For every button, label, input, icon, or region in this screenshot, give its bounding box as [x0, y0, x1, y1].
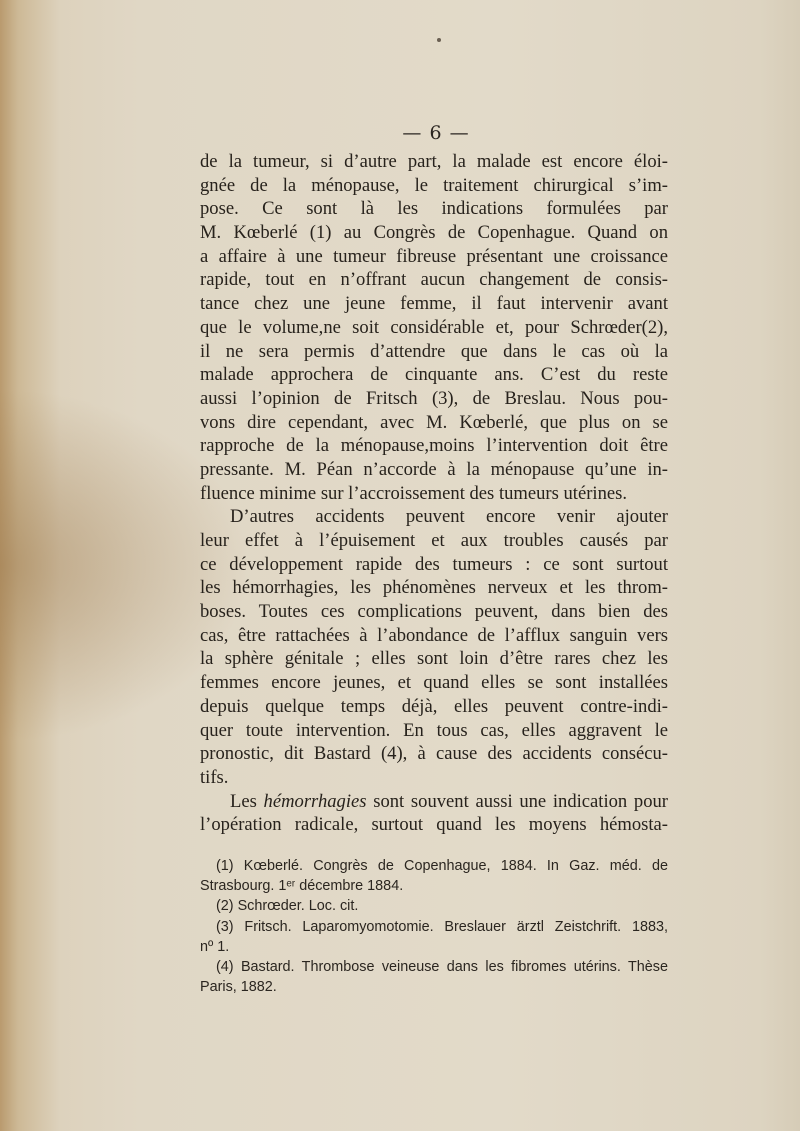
text-line — [200, 790, 668, 814]
text-line: la sphère génitale ; elles sont loin d’être rares chez les — [200, 648, 668, 670]
speck — [437, 38, 441, 42]
text-line: pose. Ce sont là les indications formulées par — [200, 198, 668, 220]
text-line: que le volume,ne soit considérable et, pour Schrœder(2), — [200, 316, 668, 338]
footnote-line: (4) Bastard. Thrombose veineuse dans les fibromes utérins. Thèse — [216, 958, 668, 975]
text-line: gnée de la ménopause, le traitement chirurgical s’im- — [200, 174, 668, 196]
para-rest: sont souvent aussi une indication pour — [373, 790, 668, 812]
text-line: pronostic, dit Bastard (4), à cause des accidents consécu- — [200, 743, 668, 765]
text-line: vons dire cependant, avec M. Kœberlé, que plus on se — [200, 411, 668, 433]
italic-term: hémorrhagies — [263, 790, 367, 812]
footnote-line: nº 1. — [200, 938, 230, 955]
text-line: D’autres accidents peuvent encore venir ajouter — [230, 506, 668, 528]
text-line: depuis quelque temps déjà, elles peuvent contre-indi- — [200, 695, 668, 717]
text-line: malade approchera de cinquante ans. C’est du reste — [200, 364, 668, 386]
text-line: rapproche de la ménopause,moins l’intervention doit être — [200, 435, 668, 457]
text-line: les hémorrhagies, les phénomènes nerveux et les throm- — [200, 577, 668, 599]
page-number: — 6 — — [402, 122, 470, 144]
text-line: rapide, tout en n’offrant aucun changement de consis- — [200, 269, 668, 291]
text-line: leur effet à l’épuisement et aux troubles causés par — [200, 530, 668, 551]
text-line: fluence minime sur l’accroissement des tumeurs utérines. — [200, 482, 628, 504]
text-line: l’opération radicale, surtout quand les moyens hémosta- — [200, 814, 668, 836]
text-line: pressante. M. Péan n’accorde à la ménopause qu’une in- — [200, 458, 668, 480]
text-line: il ne sera permis d’attendre que dans le cas où la — [200, 340, 668, 362]
footnote-line: (2) Schrœder. Loc. cit. — [216, 898, 359, 915]
footnote-line: Strasbourg. 1ᵉʳ décembre 1884. — [200, 878, 404, 895]
footnotes — [200, 856, 668, 997]
text-line: M. Kœberlé (1) au Congrès de Copenhague. Quand on — [200, 222, 668, 244]
para-prefix: Les — [230, 790, 264, 812]
text-line: quer toute intervention. En tous cas, elles aggravent le — [200, 719, 668, 741]
text-line: ce développement rapide des tumeurs : ce sont surtout — [200, 553, 668, 575]
text-line: a affaire à une tumeur fibreuse présentant une croissance — [200, 245, 668, 267]
text-line: tance chez une jeune femme, il faut intervenir avant — [200, 293, 668, 315]
footnote-line: Paris, 1882. — [200, 979, 277, 996]
text-line: tifs. — [200, 766, 229, 788]
text-line: cas, être rattachées à l’abondance de l’afflux sanguin vers — [200, 624, 668, 646]
text-line: de la tumeur, si d’autre part, la malade est encore éloi- — [200, 151, 668, 172]
text-line: femmes encore jeunes, et quand elles se sont installées — [200, 672, 668, 694]
body-text — [200, 150, 668, 837]
text-line: aussi l’opinion de Fritsch (3), de Breslau. Nous pou- — [200, 387, 668, 409]
text-line: boses. Toutes ces complications peuvent, dans bien des — [200, 601, 668, 623]
footnote-line: (3) Fritsch. Laparomyomotomie. Breslauer ärztl Zeistchrift. 1883, — [216, 918, 668, 935]
footnote-line: (1) Kœberlé. Congrès de Copenhague, 1884. In Gaz. méd. de — [216, 858, 668, 874]
